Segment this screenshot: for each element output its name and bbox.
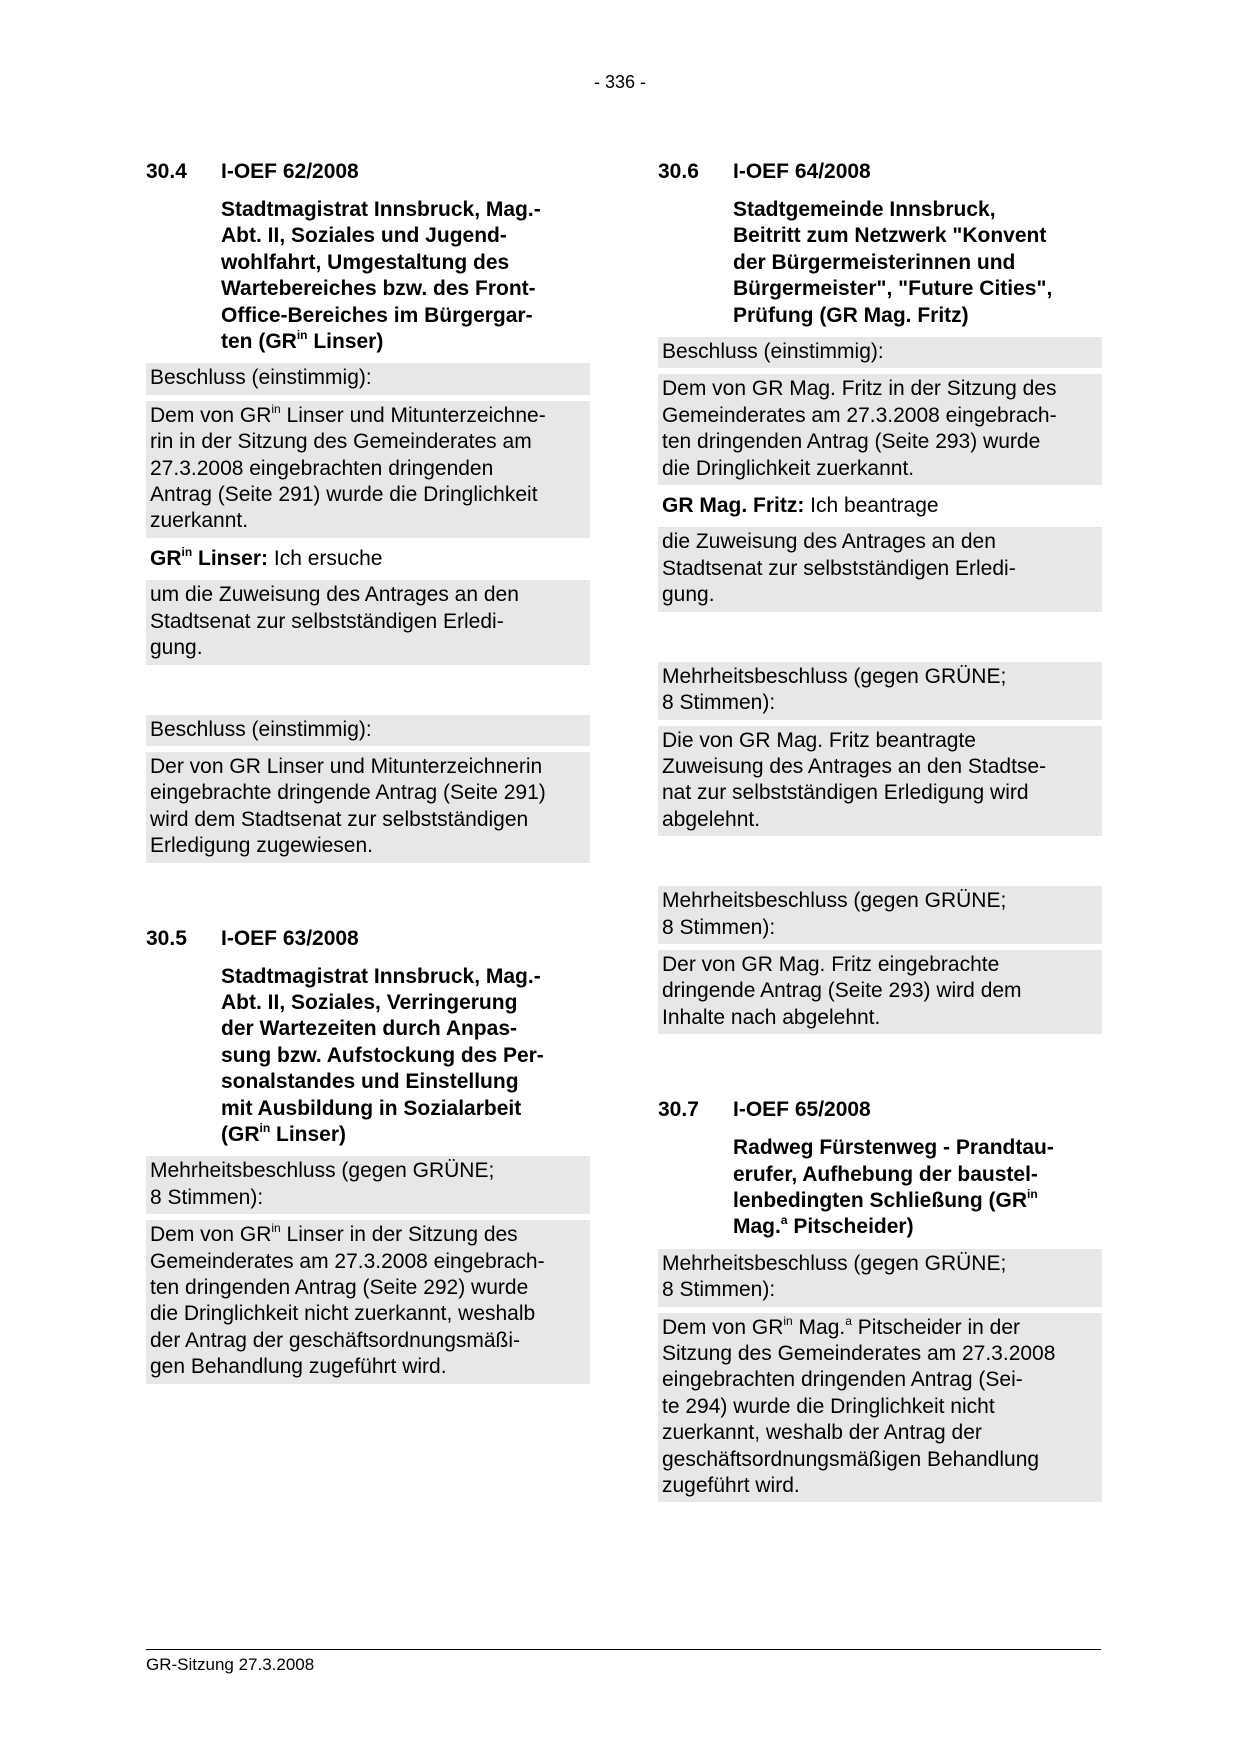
left-column	[146, 158, 590, 1384]
section-title	[733, 1135, 1102, 1241]
title-text-end: Linser)	[270, 1122, 347, 1146]
speaker-text: Ich ersuche	[268, 546, 383, 570]
resolution-text	[146, 1220, 590, 1383]
resolution-text: Der von GR Linser und Mitunterzeichnerin eingebrachte dringende Antrag (Seite 291) wird dem Stadtsenat zur selbstständigen Erledigung zugewiesen.	[146, 752, 590, 863]
title-text-end: Linser)	[307, 330, 384, 354]
request-text: die Zuweisung des Antrages an den Stadtsenat zur selbstständigen Erledi- gung.	[658, 527, 1102, 611]
resolution-label: Mehrheitsbeschluss (gegen GRÜNE; 8 Stimmen):	[658, 662, 1102, 720]
section-number: 30.6	[658, 160, 699, 183]
section-title: Stadtgemeinde Innsbruck, Beitritt zum Netzwerk "Konvent der Bürgermeisterinnen und Bürgermeister", "Future Cities", Prüfung (GR Mag. Fritz)	[733, 198, 1053, 327]
resolution-label: Beschluss (einstimmig):	[146, 363, 590, 394]
resolution-label: Beschluss (einstimmig):	[658, 337, 1102, 368]
speaker-line	[146, 538, 590, 580]
text-sup: in	[783, 1313, 793, 1328]
section-30-4	[146, 158, 590, 863]
text-part: Dem von GR	[662, 1315, 784, 1339]
section-title	[221, 964, 590, 1149]
section-heading	[146, 158, 590, 185]
section-number: 30.5	[146, 926, 187, 950]
speaker-name: GR Mag. Fritz:	[662, 494, 805, 518]
text-part-end: Linser und Mitunterzeichne- rin in der Sitzung des Gemeinderates am 27.3.2008 eingebrachten dringenden Antrag (Seite 291) wurde die Dringlichkeit zuerkannt.	[150, 403, 546, 533]
text-sup: a	[845, 1313, 852, 1328]
right-column	[658, 158, 1102, 1502]
section-heading	[658, 158, 1102, 185]
resolution-text	[658, 1313, 1102, 1503]
title-text-end: Pitscheider)	[787, 1215, 914, 1239]
section-title	[221, 197, 590, 355]
section-code: I-OEF 62/2008	[221, 160, 359, 183]
text-part-end: Pitscheider in der Sitzung des Gemeinderates am 27.3.2008 eingebrachten dringenden Antrag (Sei- te 294) wurde die Dringlichkeit nicht zuerkannt, weshalb der Antrag der geschäftsordnungsmäßigen Behandlung zugeführt wird.	[662, 1315, 1056, 1498]
speaker-text: Ich beantrage	[804, 494, 939, 518]
text-part-mid: Mag.	[792, 1315, 846, 1339]
title-text: Stadtmagistrat Innsbruck, Mag.- Abt. II, Soziales, Verringerung der Wartezeiten durch Anpas- sung bzw. Aufstockung des Per- sonalstandes und Einstellung mit Ausbildung in Sozialarbeit (GR	[221, 964, 544, 1146]
section-30-5	[146, 925, 590, 1384]
text-sup: in	[271, 401, 281, 416]
speaker-name: GR	[150, 546, 182, 570]
speaker-name-end: Linser:	[192, 546, 269, 570]
section-heading	[658, 1096, 1102, 1123]
section-number: 30.7	[658, 1098, 699, 1122]
resolution-label: Mehrheitsbeschluss (gegen GRÜNE; 8 Stimmen):	[146, 1156, 590, 1214]
title-sup: in	[1027, 1186, 1038, 1201]
resolution-label: Beschluss (einstimmig):	[146, 715, 590, 746]
footer-divider	[146, 1649, 1101, 1650]
resolution-text	[146, 401, 590, 538]
page-number: - 336 -	[593, 72, 647, 92]
speaker-sup: in	[181, 544, 193, 559]
section-30-7	[658, 1096, 1102, 1502]
resolution-text: Der von GR Mag. Fritz eingebrachte dringende Antrag (Seite 293) wird dem Inhalte nach abgelehnt.	[658, 950, 1102, 1034]
section-heading	[146, 925, 590, 952]
speaker-line	[658, 485, 1102, 527]
resolution-text: Dem von GR Mag. Fritz in der Sitzung des Gemeinderates am 27.3.2008 eingebrach- ten dringenden Antrag (Seite 293) wurde die Dringlichkeit zuerkannt.	[658, 374, 1102, 485]
text-part-end: Linser in der Sitzung des Gemeinderates am 27.3.2008 eingebrach- ten dringenden Antrag (Seite 292) wurde die Dringlichkeit nicht zuerkannt, weshalb der Antrag der geschäftsordnungsmäßi- gen Behandlung zugeführt wird.	[150, 1223, 545, 1379]
request-text: um die Zuweisung des Antrages an den Stadtsenat zur selbstständigen Erledi- gung.	[146, 580, 590, 664]
section-code: I-OEF 63/2008	[221, 926, 359, 950]
title-sup: a	[780, 1213, 788, 1228]
resolution-label: Mehrheitsbeschluss (gegen GRÜNE; 8 Stimmen):	[658, 1249, 1102, 1307]
text-part: Dem von GR	[150, 1223, 272, 1247]
title-sup: in	[259, 1120, 271, 1135]
title-text: Stadtmagistrat Innsbruck, Mag.- Abt. II, Soziales und Jugend- wohlfahrt, Umgestaltung des Wartebereiches bzw. des Front- Office-Bereiches im Bürgergar- ten (GR	[221, 198, 541, 354]
resolution-text: Die von GR Mag. Fritz beantragte Zuweisung des Antrages an den Stadtse- nat zur selbstständigen Erledigung wird abgelehnt.	[658, 726, 1102, 837]
section-number: 30.4	[146, 160, 187, 183]
section-code: I-OEF 64/2008	[733, 160, 871, 183]
section-30-6	[658, 158, 1102, 1034]
title-sup: in	[296, 328, 308, 343]
footer-text: GR-Sitzung 27.3.2008	[146, 1655, 315, 1674]
title-text: Radweg Fürstenweg - Prandtau- erufer, Aufhebung der baustel- lenbedingten Schließung (GR	[733, 1136, 1054, 1212]
text-sup: in	[271, 1221, 281, 1236]
resolution-label: Mehrheitsbeschluss (gegen GRÜNE; 8 Stimmen):	[658, 886, 1102, 944]
text-part: Dem von GR	[150, 403, 272, 427]
title-text-mid: Mag.	[733, 1215, 781, 1239]
section-code: I-OEF 65/2008	[733, 1098, 871, 1122]
